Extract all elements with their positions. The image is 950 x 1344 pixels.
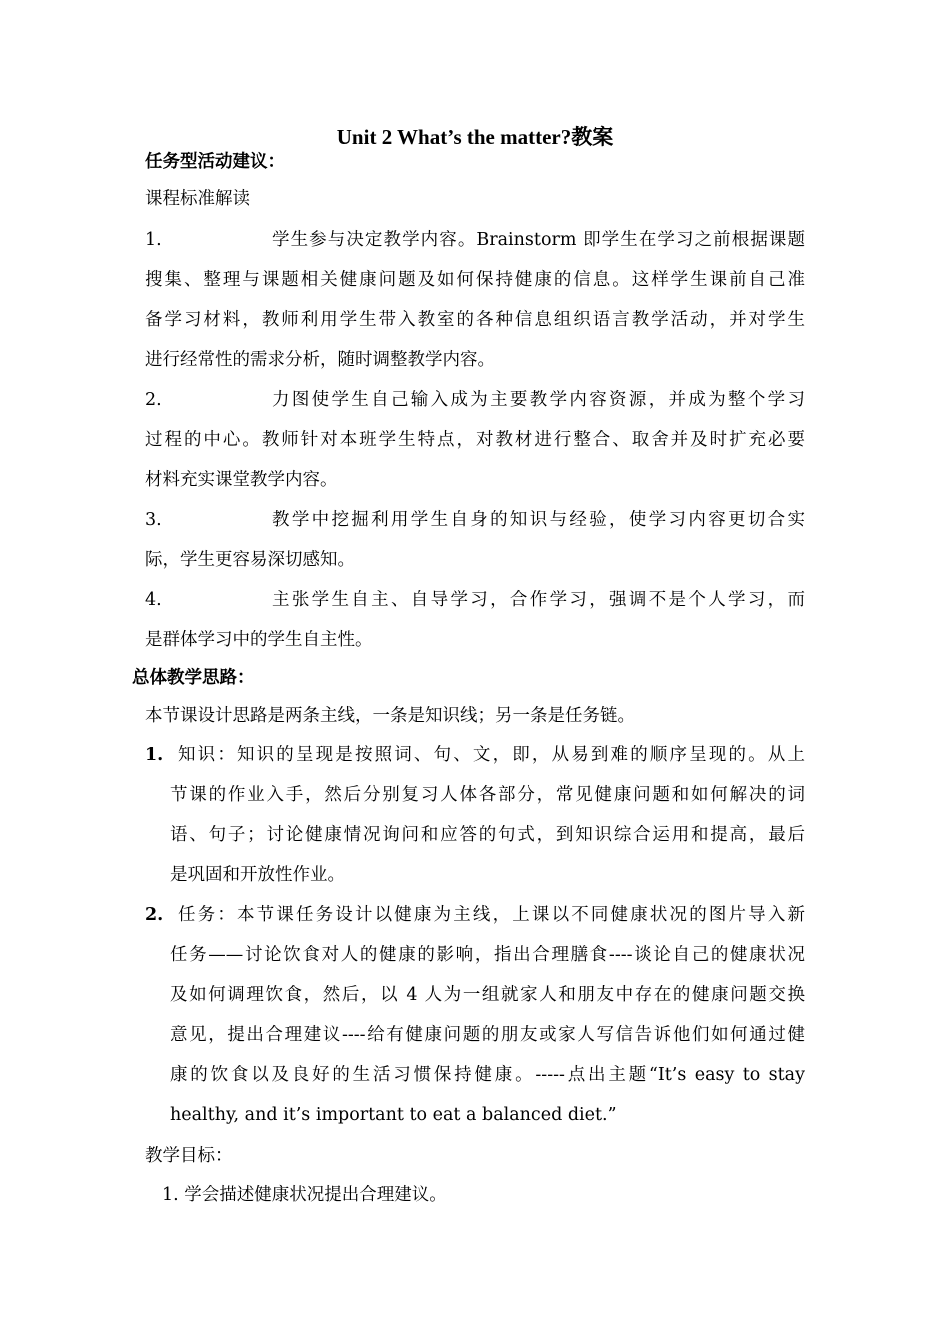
document-title: Unit 2 What’s the matter?教案 — [336, 125, 614, 149]
goal-item: 1. 学会描述健康状况提出合理建议。 — [162, 1185, 447, 1205]
overall-number: 1. — [145, 745, 164, 765]
overall-number: 2. — [145, 905, 164, 925]
overall-intro: 本节课设计思路是两条主线，一条是知识线；另一条是任务链。 — [145, 706, 635, 726]
overall-line: healthy, and it’s important to eat a balanced diet.” — [170, 1105, 617, 1125]
item-line: 材料充实课堂教学内容。 — [145, 470, 338, 490]
overall-line: 及如何调理饮食，然后，以 4 人为一组就家人和朋友中存在的健康问题交换 — [170, 985, 805, 1005]
item-number: 4. — [145, 590, 162, 610]
item-line: 搜集、整理与课题相关健康问题及如何保持健康的信息。这样学生课前自己准 — [145, 270, 805, 290]
item-number: 3. — [145, 510, 162, 530]
task-heading: 任务型活动建议： — [145, 152, 285, 172]
item-number: 1. — [145, 230, 162, 250]
overall-line: 意见，提出合理建议----给有健康问题的朋友或家人写信告诉他们如何通过健 — [170, 1025, 805, 1045]
curriculum-heading: 课程标准解读 — [145, 189, 250, 209]
item-line: 进行经常性的需求分析，随时调整教学内容。 — [145, 350, 495, 370]
item-line: 备学习材料，教师利用学生带入教室的各种信息组织语言教学活动，并对学生 — [145, 310, 805, 330]
item-line: 教学中挖掘利用学生自身的知识与经验，使学习内容更切合实 — [272, 510, 805, 530]
overall-line: 任务：本节课任务设计以健康为主线，上课以不同健康状况的图片导入新 — [178, 905, 805, 925]
item-line: 力图使学生自己输入成为主要教学内容资源，并成为整个学习 — [272, 390, 805, 410]
overall-line: 是巩固和开放性作业。 — [170, 865, 345, 885]
goals-heading: 教学目标： — [145, 1146, 233, 1166]
item-line: 主张学生自主、自导学习，合作学习，强调不是个人学习，而 — [272, 590, 805, 610]
overall-line: 任务——讨论饮食对人的健康的影响，指出合理膳食----谈论自己的健康状况 — [170, 945, 805, 965]
item-line: 是群体学习中的学生自主性。 — [145, 630, 373, 650]
item-line: 过程的中心。教师针对本班学生特点，对教材进行整合、取舍并及时扩充必要 — [145, 430, 805, 450]
overall-heading: 总体教学思路： — [132, 668, 255, 688]
item-line: 际，学生更容易深切感知。 — [145, 550, 355, 570]
overall-line: 知识：知识的呈现是按照词、句、文，即，从易到难的顺序呈现的。从上 — [178, 745, 805, 765]
overall-line: 康的饮食以及良好的生活习惯保持健康。-----点出主题“It’s easy to stay — [170, 1065, 805, 1085]
item-line: 学生参与决定教学内容。Brainstorm 即学生在学习之前根据课题 — [272, 230, 805, 250]
item-number: 2. — [145, 390, 162, 410]
overall-line: 语、句子；讨论健康情况询问和应答的句式，到知识综合运用和提高，最后 — [170, 825, 805, 845]
overall-line: 节课的作业入手，然后分别复习人体各部分，常见健康问题和如何解决的词 — [170, 785, 805, 805]
